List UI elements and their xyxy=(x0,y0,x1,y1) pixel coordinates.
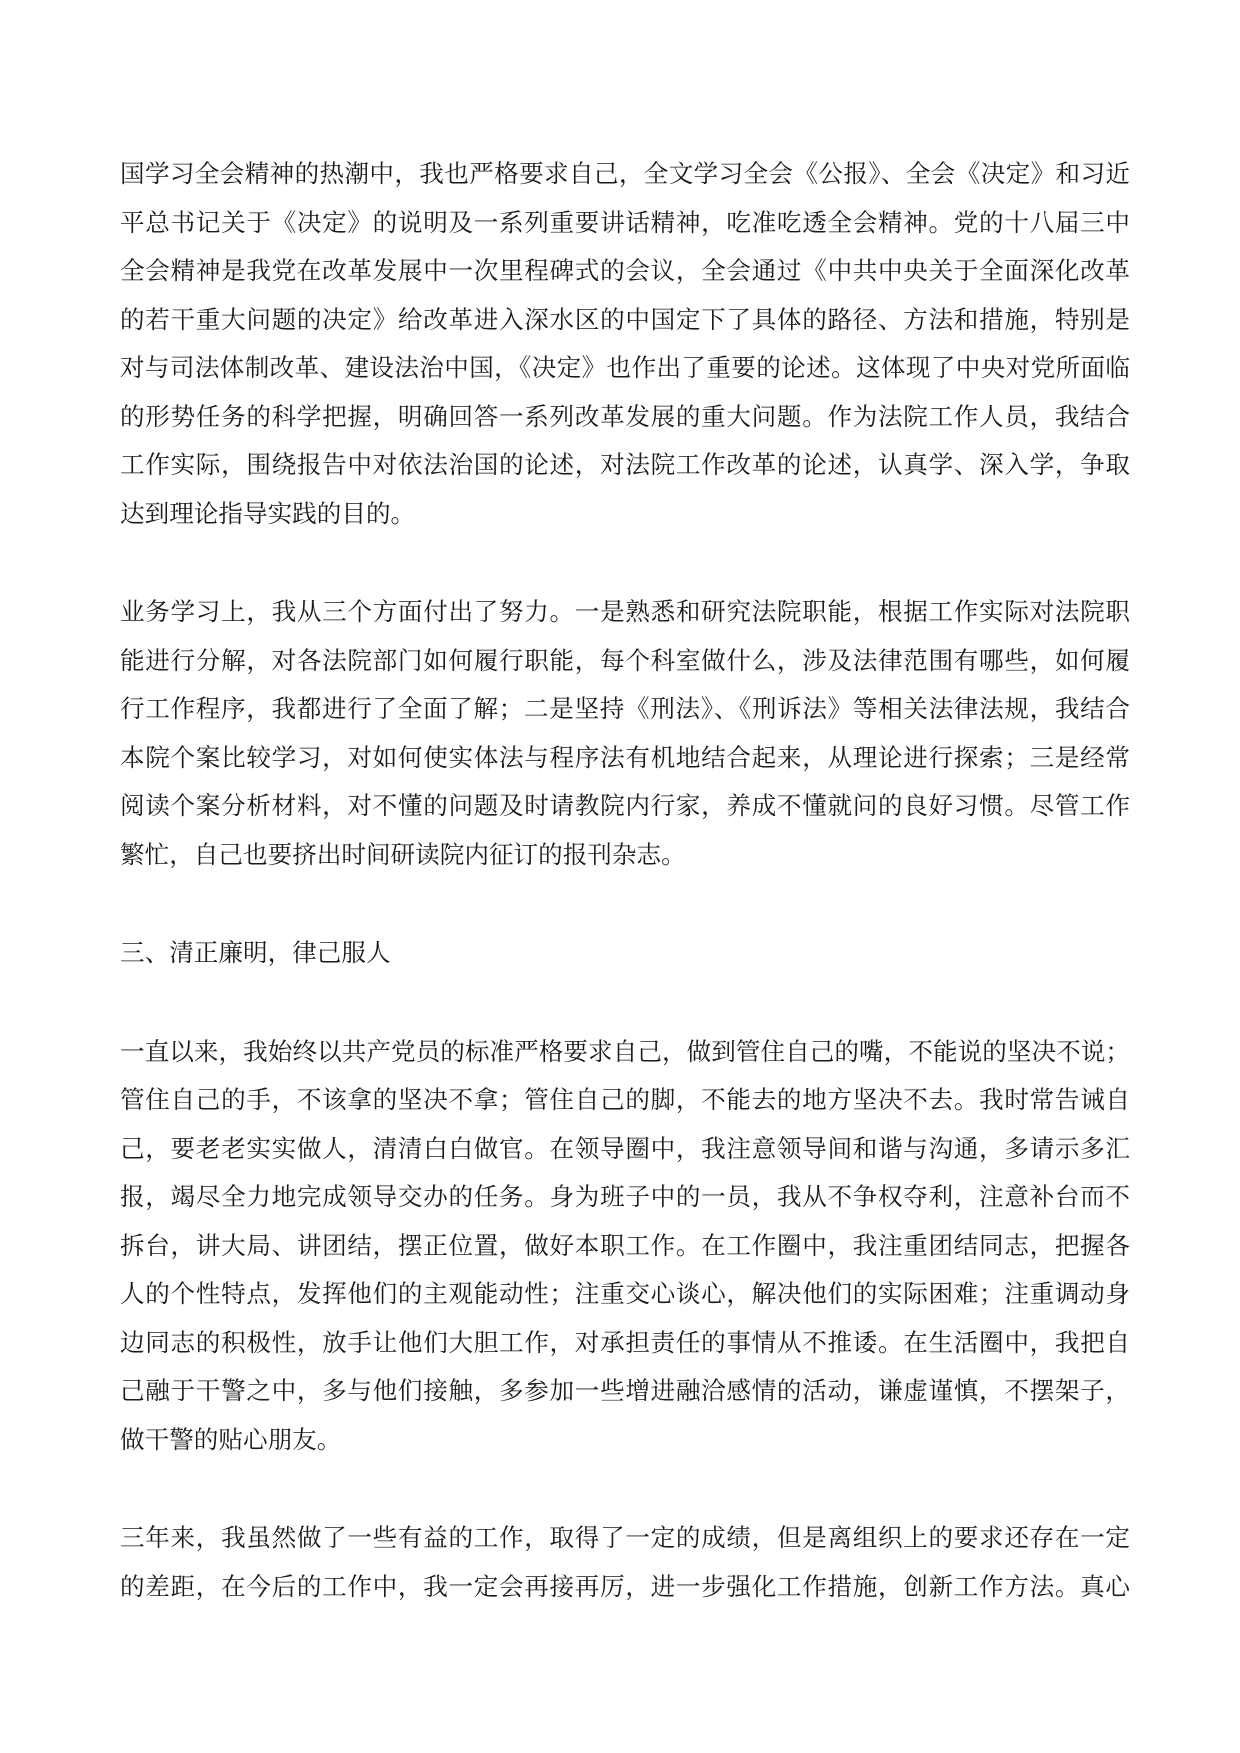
text-line: 工作实际，围绕报告中对依法治国的论述，对法院工作改革的论述，认真学、深入学，争取 xyxy=(120,450,1130,479)
text-line: 三年来，我虽然做了一些有益的工作，取得了一定的成绩，但是离组织上的要求还存在一定 xyxy=(120,1523,1130,1552)
text-line: 报，竭尽全力地完成领导交办的任务。身为班子中的一员，我从不争权夺利，注意补台而不 xyxy=(120,1182,1130,1211)
text-line: 人的个性特点，发挥他们的主观能动性；注重交心谈心，解决他们的实际困难；注重调动身 xyxy=(120,1279,1130,1308)
text-line: 阅读个案分析材料，对不懂的问题及时请教院内行家，养成不懂就问的良好习惯。尽管工作 xyxy=(120,791,1130,820)
paragraph-study-plenum xyxy=(120,150,1130,538)
text-line: 一直以来，我始终以共产党员的标准严格要求自己，做到管住自己的嘴，不能说的坚决不说； xyxy=(120,1036,1130,1066)
paragraph-spacer xyxy=(120,538,1130,588)
text-line: 平总书记关于《决定》的说明及一系列重要讲话精神，吃准吃透全会精神。党的十八届三中 xyxy=(120,207,1130,237)
text-line: 拆台，讲大局、讲团结，摆正位置，做好本职工作。在工作圈中，我注重团结同志，把握各 xyxy=(120,1230,1130,1260)
text-line: 业务学习上，我从三个方面付出了努力。一是熟悉和研究法院职能，根据工作实际对法院职 xyxy=(120,597,1130,626)
text-line: 己融于干警之中，多与他们接触，多参加一些增进融洽感情的活动，谦虚谨慎，不摆架子， xyxy=(120,1376,1130,1405)
paragraph-spacer xyxy=(120,978,1130,1028)
text-line: 达到理论指导实践的目的。 xyxy=(120,498,416,528)
text-line: 能进行分解，对各法院部门如何履行职能，每个科室做什么，涉及法律范围有哪些，如何履 xyxy=(120,645,1130,675)
document-page xyxy=(120,150,1130,1611)
text-line: 全会精神是我党在改革发展中一次里程碑式的会议，全会通过《中共中央关于全面深化改革 xyxy=(120,256,1130,285)
text-line: 对与司法体制改革、建设法治中国，《决定》也作出了重要的论述。这体现了中央对党所面临 xyxy=(120,353,1130,382)
text-line: 的若干重大问题的决定》给改革进入深水区的中国定下了具体的路径、方法和措施，特别是 xyxy=(120,304,1130,334)
paragraph-business-study xyxy=(120,588,1130,879)
paragraph-spacer xyxy=(120,1464,1130,1514)
text-line: 做干警的贴心朋友。 xyxy=(120,1424,342,1454)
paragraph-spacer xyxy=(120,879,1130,929)
text-line: 管住自己的手，不该拿的坚决不拿；管住自己的脚，不能去的地方坚决不去。我时常告诫自 xyxy=(120,1085,1130,1114)
text-line: 国学习全会精神的热潮中，我也严格要求自己，全文学习全会《公报》、全会《决定》和习近 xyxy=(120,159,1130,188)
text-line: 己，要老老实实做人，清清白白做官。在领导圈中，我注意领导间和谐与沟通，多请示多汇 xyxy=(120,1133,1130,1163)
text-line: 的差距，在今后的工作中，我一定会再接再厉，进一步强化工作措施，创新工作方法。真心 xyxy=(120,1571,1130,1601)
section-heading: 三、清正廉明，律己服人 xyxy=(120,938,391,967)
paragraph-three-years xyxy=(120,1514,1130,1611)
paragraph-integrity xyxy=(120,1028,1130,1465)
text-line: 本院个案比较学习，对如何使实体法与程序法有机地结合起来，从理论进行探索；三是经常 xyxy=(120,742,1130,772)
text-line: 边同志的积极性，放手让他们大胆工作，对承担责任的事情从不推诿。在生活圈中，我把自 xyxy=(120,1327,1130,1357)
text-line: 的形势任务的科学把握，明确回答一系列改革发展的重大问题。作为法院工作人员，我结合 xyxy=(120,401,1130,431)
text-line: 行工作程序，我都进行了全面了解；二是坚持《刑法》、《刑诉法》等相关法律法规，我结合 xyxy=(120,694,1130,723)
text-line: 繁忙，自己也要挤出时间研读院内征订的报刊杂志。 xyxy=(120,839,686,869)
